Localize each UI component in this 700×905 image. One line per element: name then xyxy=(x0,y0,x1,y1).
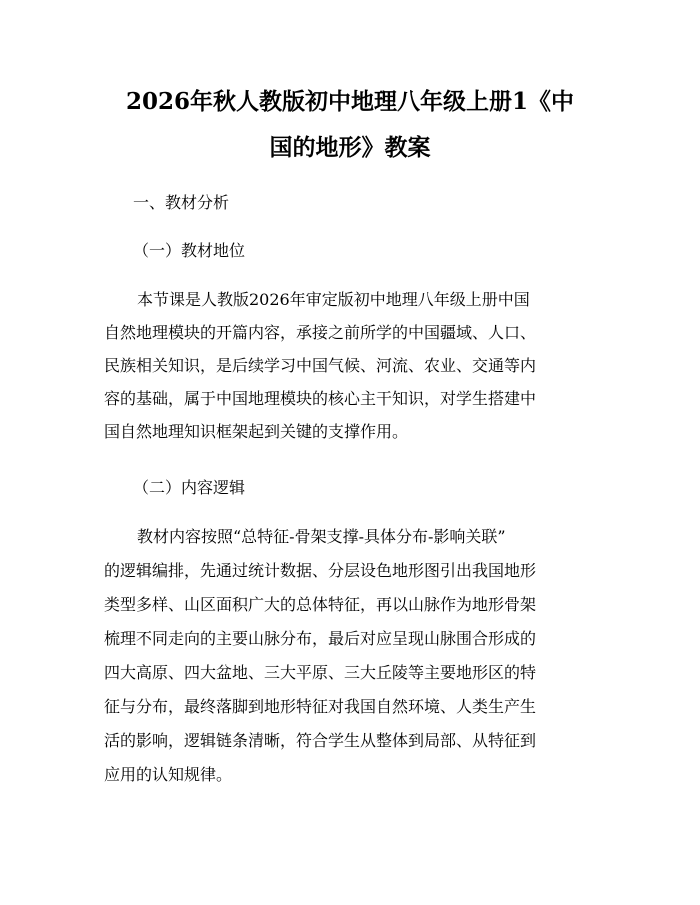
paragraph-line: 自然地理模块的开篇内容，承接之前所学的中国疆域、人口、 xyxy=(104,323,537,342)
paragraph-line: 活的影响，逻辑链条清晰，符合学生从整体到局部、从特征到 xyxy=(104,731,537,750)
paragraph-line: 征与分布，最终落脚到地形特征对我国自然环境、人类生产生 xyxy=(104,697,537,716)
paragraph-line: 教材内容按照“总特征-骨架支撑-具体分布-影响关联” xyxy=(137,527,506,546)
document-title-line-2: 国的地形》教案 xyxy=(269,134,431,161)
paragraph-line: 四大高原、四大盆地、三大平原、三大丘陵等主要地形区的特 xyxy=(104,663,537,682)
paragraph-line: 的逻辑编排，先通过统计数据、分层设色地形图引出我国地形 xyxy=(104,561,537,580)
subsection-heading-textbook-position: （一）教材地位 xyxy=(133,241,246,260)
paragraph-line: 民族相关知识，是后续学习中国气候、河流、农业、交通等内 xyxy=(104,356,537,375)
paragraph-line: 梳理不同走向的主要山脉分布，最后对应呈现山脉围合形成的 xyxy=(104,629,537,648)
document-title-line-1: 2026年秋人教版初中地理八年级上册1《中 xyxy=(125,88,575,115)
section-heading-textbook-analysis: 一、教材分析 xyxy=(133,193,230,212)
paragraph-line: 本节课是人教版2026年审定版初中地理八年级上册中国 xyxy=(137,290,530,309)
paragraph-line: 应用的认知规律。 xyxy=(104,765,233,784)
paragraph-line: 容的基础，属于中国地理模块的核心主干知识，对学生搭建中 xyxy=(104,389,537,408)
paragraph-line: 国自然地理知识框架起到关键的支撑作用。 xyxy=(104,422,409,441)
subsection-heading-content-logic: （二）内容逻辑 xyxy=(133,478,246,497)
paragraph-line: 类型多样、山区面积广大的总体特征，再以山脉作为地形骨架 xyxy=(104,595,537,614)
